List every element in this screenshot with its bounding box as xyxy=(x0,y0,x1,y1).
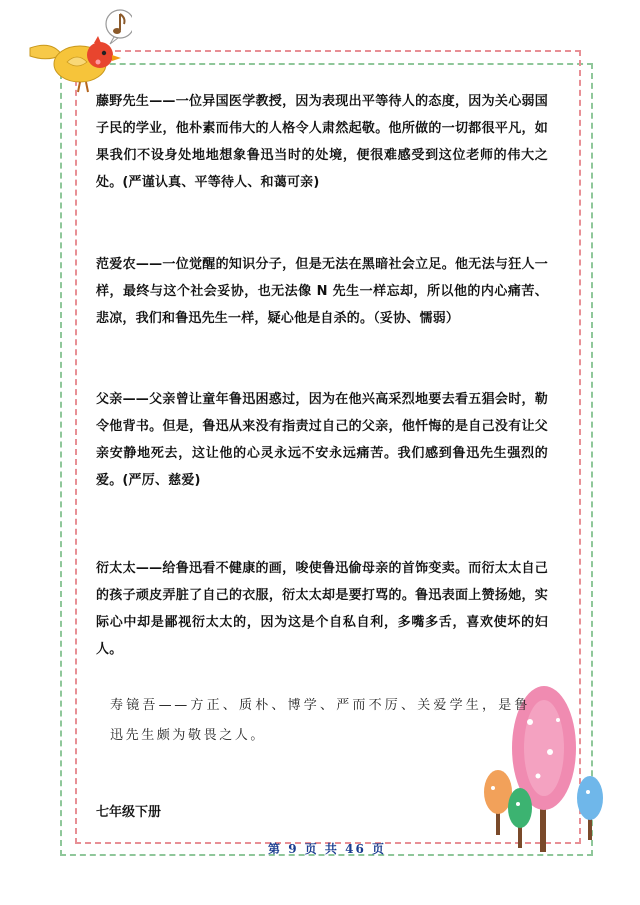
blue-tree-icon xyxy=(577,776,603,840)
page-footer xyxy=(268,840,386,857)
paragraph-shou-jingwu: 寿镜吾——方正、质朴、博学、严而不厉、关爱学生，是鲁迅先生颇为敬畏之人。 xyxy=(110,698,530,743)
grade-label: 七年级下册 xyxy=(96,805,162,820)
footer-total-pages: 46 xyxy=(345,842,366,856)
green-tree-icon xyxy=(508,788,532,848)
paragraph-yan-taitai: 衍太太——给鲁迅看不健康的画，唆使鲁迅偷母亲的首饰变卖。而衍太太自己的孩子顽皮弄脏了自己的衣服，衍太太却是要打骂的。鲁迅表面上赞扬她，实际心中却是鄙视衍太太的，因为这是个自私自利，多嘴多舌，喜欢使坏的妇人。 xyxy=(96,561,548,657)
footer-suffix: 页 xyxy=(372,842,387,856)
paragraph-tengye: 藤野先生——一位异国医学教授，因为表现出平等待人的态度，因为关心弱国子民的学业，他朴素而伟大的人格令人肃然起敬。他所做的一切都很平凡，如果我们不设身处地地想象鲁迅当时的处境，便很难感受到这位老师的伟大之处。(严谨认真、平等待人、和蔼可亲) xyxy=(96,94,548,190)
document-body xyxy=(96,88,548,743)
music-note-bubble-icon xyxy=(106,10,132,44)
paragraph-father: 父亲——父亲曾让童年鲁迅困惑过，因为在他兴高采烈地要去看五猖会时，勒令他背书。但是，鲁迅从来没有指责过自己的父亲，他忏悔的是自己没有让父亲安静地死去，这让他的心灵永远不安永远痛苦。我们感到鲁迅先生强烈的爱。(严厉、慈爱) xyxy=(96,392,548,488)
bird-illustration xyxy=(22,0,132,95)
footer-page-number: 9 xyxy=(288,842,299,856)
orange-tree-icon xyxy=(484,770,512,835)
paragraph-fan-ainong: 范爱农——一位觉醒的知识分子，但是无法在黑暗社会立足。他无法与狂人一样，最终与这个社会妥协，也无法像 N 先生一样忘却，所以他的内心痛苦、悲凉，我们和鲁迅先生一样，疑心他是自杀的。（妥协、懦弱） xyxy=(96,257,548,326)
footer-prefix: 第 xyxy=(268,842,283,856)
footer-middle: 页 共 xyxy=(304,842,339,856)
